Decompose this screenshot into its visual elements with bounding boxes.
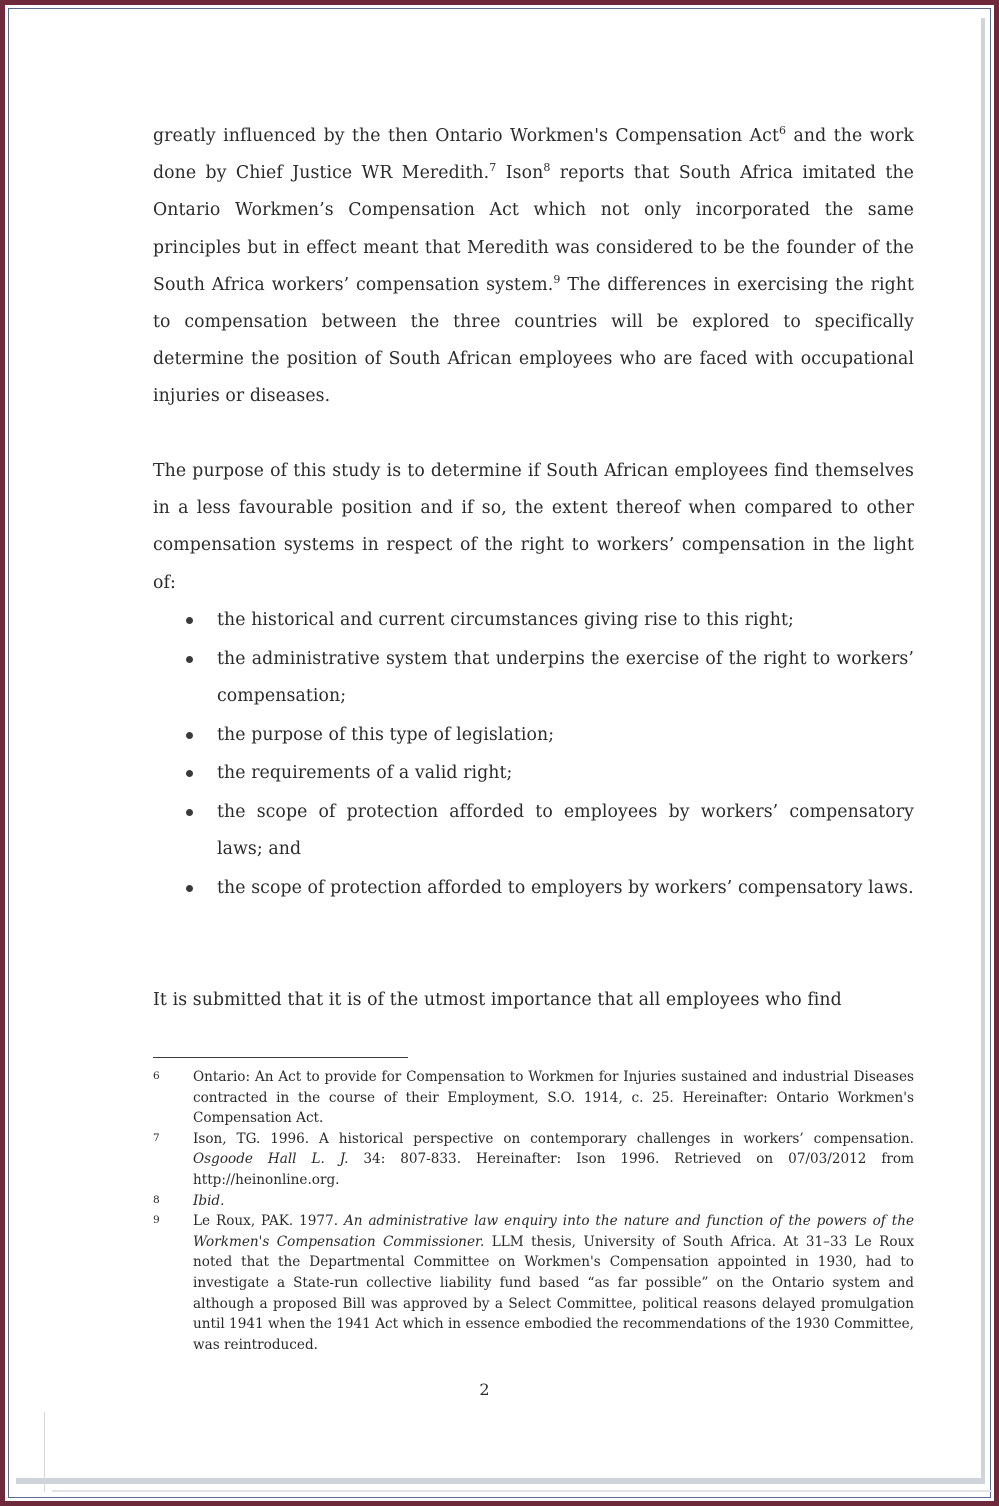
bullet-dot-icon <box>186 885 193 892</box>
footnote-8 <box>153 1191 914 1212</box>
footnote-separator <box>153 1057 408 1058</box>
footnote-number: 8 <box>153 1193 160 1206</box>
para1-text-4: reports that South Africa imitated the Ontario Workmen’s Compensation Act which not only incorporated the same principles but in effect meant that Meredith was considered to be the founder of the South Africa workers’ compensation system. <box>153 163 914 295</box>
footnote-text: Le Roux, PAK. 1977. <box>193 1213 344 1230</box>
bullet-dot-icon <box>186 656 193 663</box>
bullet-item <box>153 717 914 754</box>
footnote-journal-title: Osgoode Hall L. J. <box>193 1151 349 1168</box>
bullet-text: the scope of protection afforded to employees by workers’ compensatory laws; and <box>217 802 914 860</box>
footnote-6 <box>153 1067 914 1129</box>
footnote-thesis-title: An administrative law enquiry into the nature and function of the powers of the Workmen's Compensation Commissioner. <box>193 1213 914 1250</box>
bullet-item <box>153 870 914 907</box>
bullet-text: the purpose of this type of legislation; <box>217 724 555 745</box>
bullet-text: the historical and current circumstances giving rise to this right; <box>217 610 794 630</box>
footnote-ref-8: 8 <box>543 161 551 175</box>
footnote-7 <box>153 1129 914 1191</box>
para1-text-3: Ison <box>496 163 544 184</box>
footnote-number: 9 <box>153 1214 160 1227</box>
purpose-bullet-list <box>153 602 914 909</box>
scan-bottom-edge <box>52 1490 992 1492</box>
page-number: 2 <box>479 1380 490 1399</box>
footnote-9 <box>153 1211 914 1355</box>
bullet-text: the requirements of a valid right; <box>217 763 513 784</box>
footnote-text: Ison, TG. 1996. A historical perspective on contemporary challenges in workers’ compensation. <box>193 1130 914 1147</box>
bullet-text: the administrative system that underpins the exercise of the right to workers’ compensation; <box>217 648 914 706</box>
bullet-item <box>153 602 914 639</box>
paragraph-1 <box>153 118 914 416</box>
bullet-dot-icon <box>186 770 193 777</box>
bullet-item <box>153 755 914 792</box>
bullet-dot-icon <box>186 617 193 624</box>
bullet-dot-icon <box>186 809 193 816</box>
para1-text-5: The differences in exercising the right to compensation between the three countries will be explored to specifically determine the position of South African employees who are faced with occupational injuries or diseases. <box>153 274 915 407</box>
para1-text-2: and the work done by Chief Justice WR Meredith. <box>153 126 914 184</box>
footnote-text: Ontario: An Act to provide for Compensation to Workmen for Injuries sustained and industrial Diseases contracted in the course of their Employment, S.O. 1914, c. 25. Hereinafter: Ontario Workmen's Compensation Act. <box>193 1069 914 1127</box>
bullet-item <box>153 794 914 868</box>
paragraph-2: The purpose of this study is to determine if South African employees find themselves in a less favourable position and if so, the extent thereof when compared to other compensation systems in respect of the right to workers’ compensation in the light of: <box>153 461 914 593</box>
footnote-text: Ibid. <box>193 1192 225 1209</box>
footnote-ref-6: 6 <box>779 124 787 138</box>
bullet-dot-icon <box>186 732 193 739</box>
footnotes <box>153 1067 914 1355</box>
footnote-text-tail: 34: 807-833. Hereinafter: Ison 1996. Retrieved on 07/03/2012 from http://heinonline.org. <box>193 1151 914 1188</box>
para1-text-1: greatly influenced by the then Ontario Workmen's Compensation Act <box>153 126 779 146</box>
bullet-item <box>153 641 914 715</box>
footnote-text-tail: LLM thesis, University of South Africa. At 31–33 Le Roux noted that the Departmental Committee on Workmen's Compensation appointed in 1930, had to investigate a State-run collective liability fund based “as far possible” on the Ontario system and although a proposed Bill was approved by a Select Committee, political reasons delayed promulgation until 1941 when the 1941 Act which in essence embodied the recommendations of the 1930 Committee, was reintroduced. <box>193 1233 914 1353</box>
bullet-text: the scope of protection afforded to employers by workers’ compensatory laws. <box>217 877 914 898</box>
footnote-number: 7 <box>153 1131 160 1144</box>
footnote-ref-7: 7 <box>489 161 497 175</box>
footnote-number: 6 <box>153 1070 160 1082</box>
scan-edge-mark <box>44 1412 45 1492</box>
footnote-ref-9: 9 <box>553 273 561 287</box>
paragraph-3: It is submitted that it is of the utmost importance that all employees who find <box>153 990 842 1010</box>
